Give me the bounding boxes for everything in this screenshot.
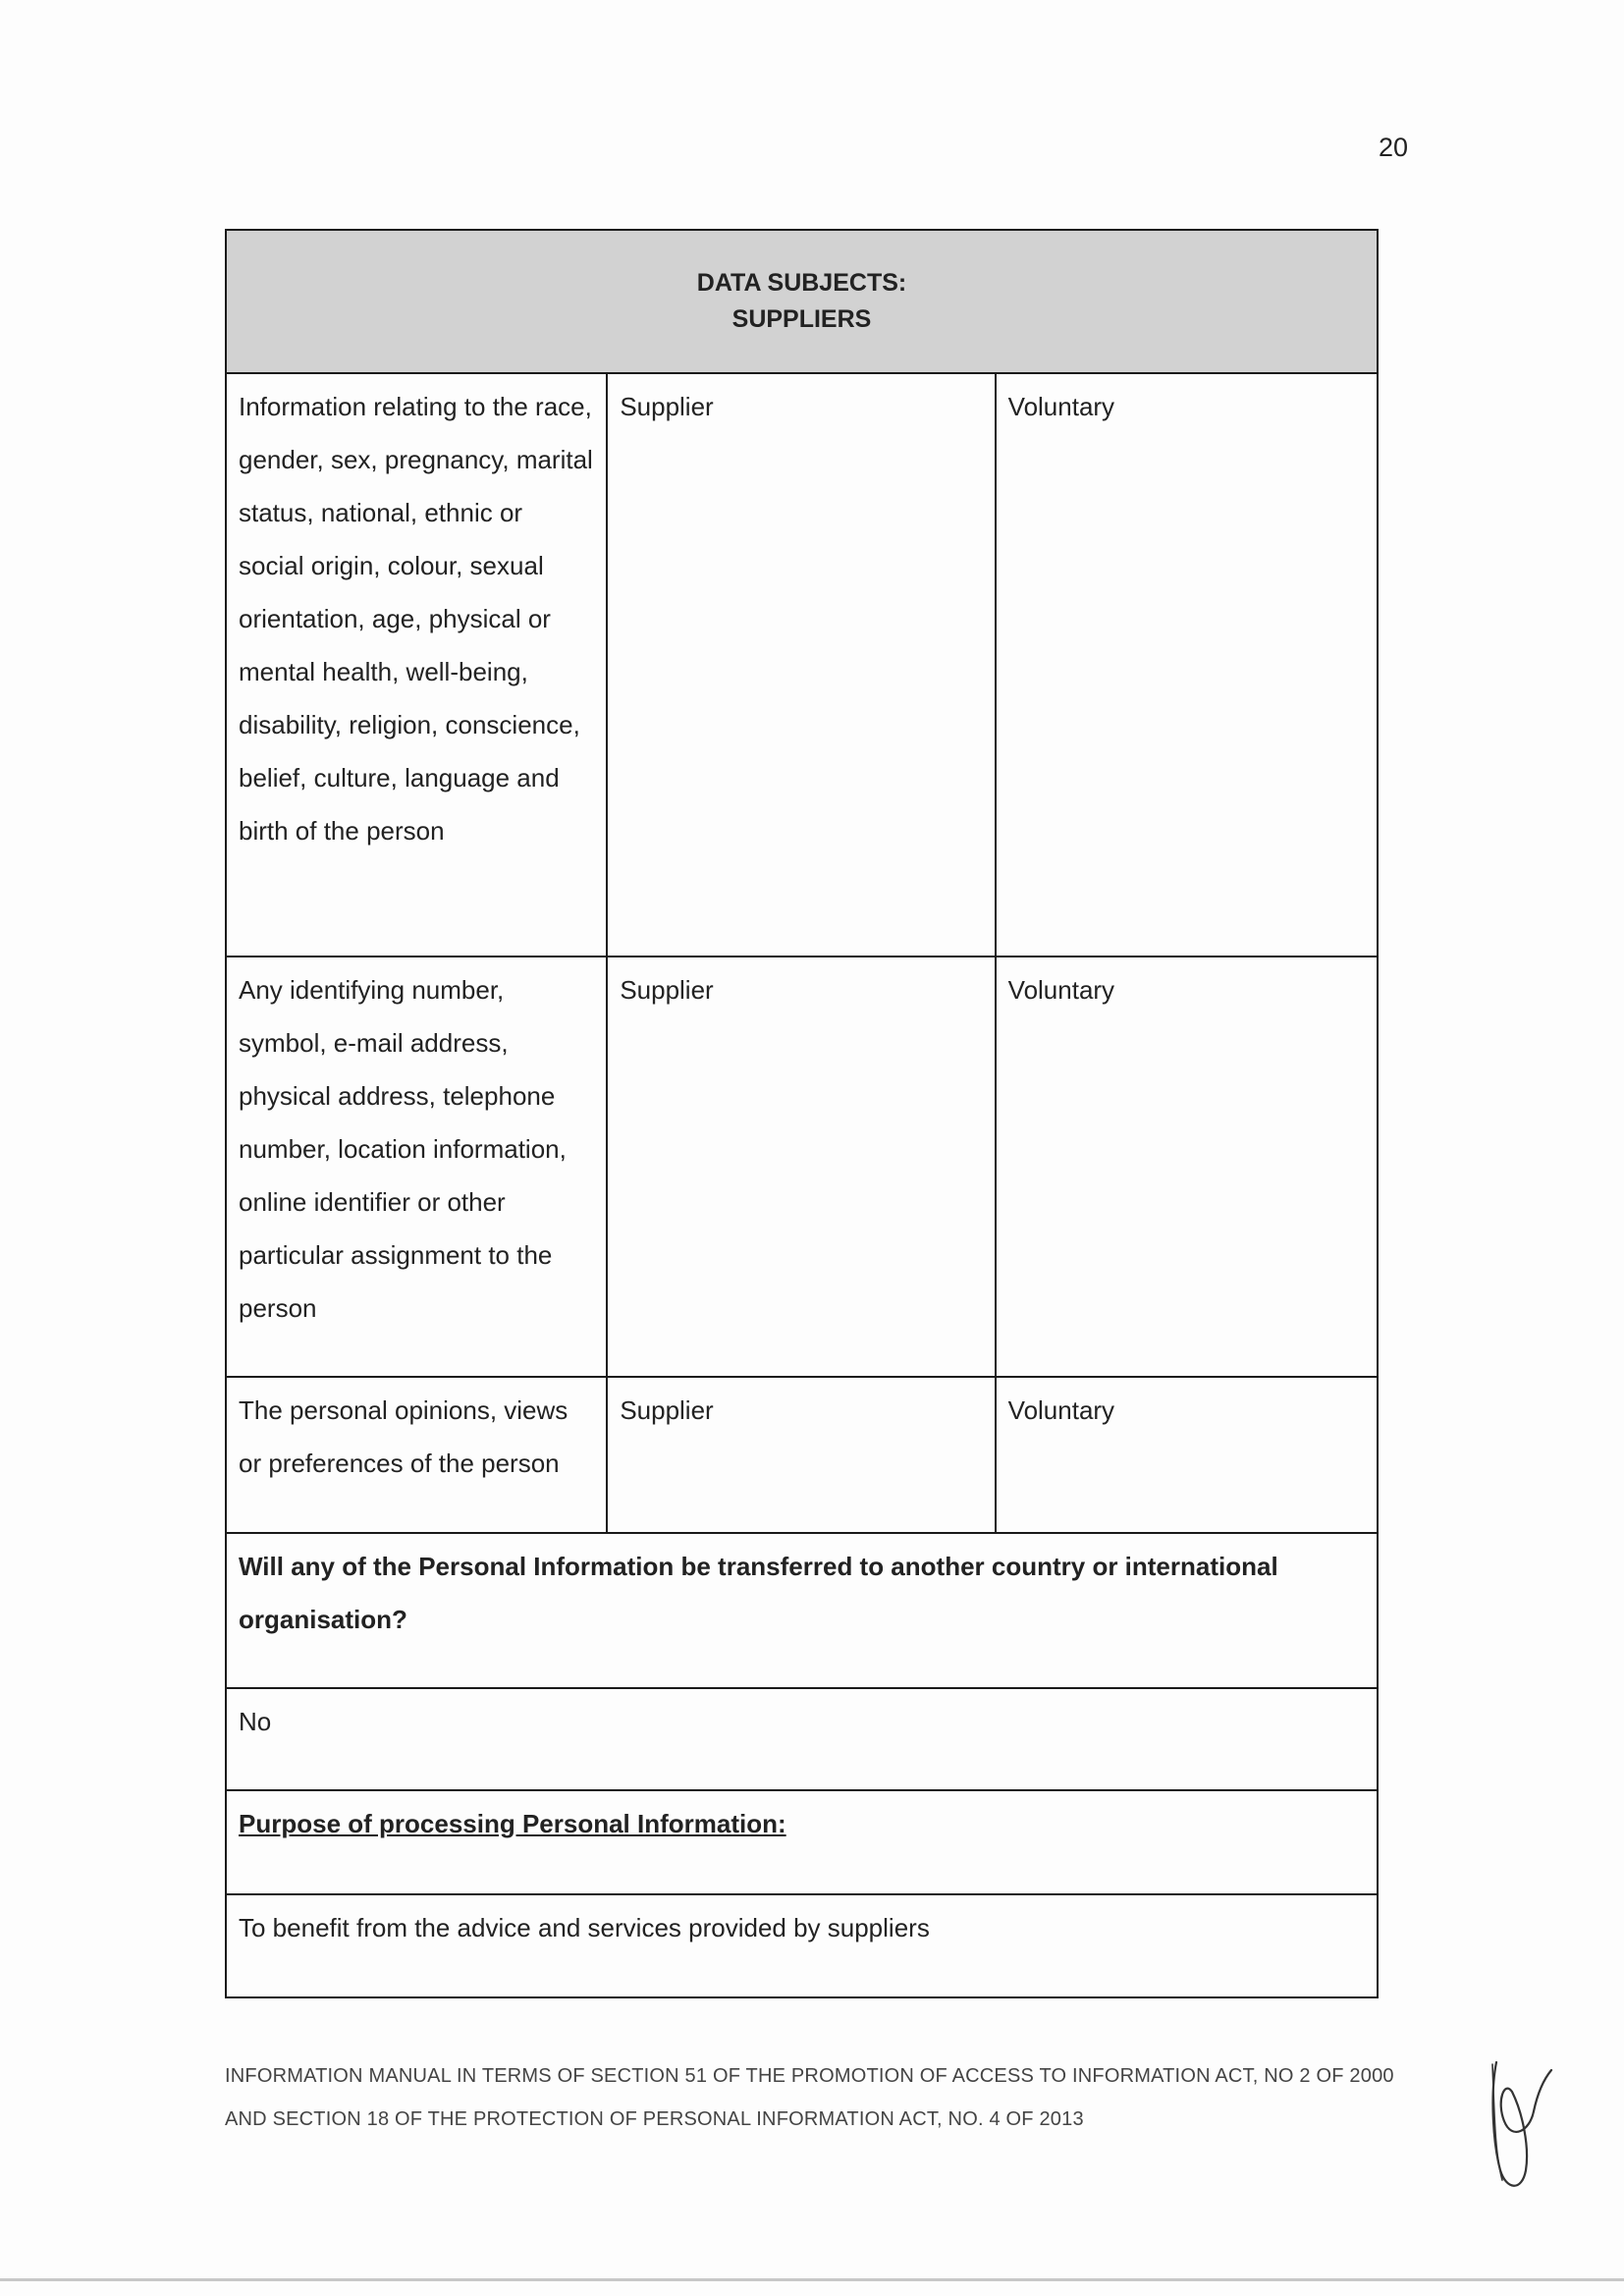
initials-signature	[1483, 2052, 1561, 2200]
transfer-question: Will any of the Personal Information be transferred to another country or international organisation?	[239, 1552, 1278, 1634]
footer-line-2: AND SECTION 18 OF THE PROTECTION OF PERSONAL INFORMATION ACT, NO. 4 OF 2013	[225, 2108, 1084, 2130]
table-header-row	[226, 230, 1378, 373]
source-text: Supplier	[620, 1395, 714, 1425]
footer-line-1: INFORMATION MANUAL IN TERMS OF SECTION 51 OF THE PROMOTION OF ACCESS TO INFORMATION ACT, NO 2 OF 2000	[225, 2065, 1394, 2087]
purpose-heading: Purpose of processing Personal Information:	[239, 1809, 786, 1838]
nature-cell	[996, 957, 1378, 1377]
table-row	[226, 1377, 1378, 1533]
source-text: Supplier	[620, 392, 714, 421]
source-cell	[607, 373, 995, 957]
category-text: Any identifying number, symbol, e-mail address, physical address, telephone number, location information, online identifier or other particular assignment to the person	[239, 975, 567, 1323]
purpose-text: To benefit from the advice and services provided by suppliers	[239, 1913, 930, 1942]
category-text: The personal opinions, views or preferences of the person	[239, 1395, 568, 1478]
nature-cell	[996, 373, 1378, 957]
purpose-text-cell	[226, 1894, 1378, 1997]
purpose-text-row	[226, 1894, 1378, 1997]
transfer-answer-row	[226, 1688, 1378, 1790]
category-cell	[226, 373, 607, 957]
nature-text: Voluntary	[1007, 975, 1115, 1005]
nature-text: Voluntary	[1007, 1395, 1115, 1425]
category-cell	[226, 1377, 607, 1533]
header-subtitle: SUPPLIERS	[731, 305, 872, 333]
transfer-question-cell	[226, 1533, 1378, 1688]
transfer-answer: No	[239, 1707, 272, 1736]
page-footer	[225, 2054, 1394, 2141]
scan-edge	[0, 2278, 1624, 2281]
header-title: DATA SUBJECTS:	[696, 269, 907, 297]
category-text: Information relating to the race, gender, sex, pregnancy, marital status, national, ethnic or social origin, colour, sexual orientation, age, physical or mental health, well-being, disability, religion, conscience, belief, culture, language and birth of the person	[239, 392, 593, 846]
source-cell	[607, 1377, 995, 1533]
nature-text: Voluntary	[1007, 392, 1115, 421]
category-cell	[226, 957, 607, 1377]
source-text: Supplier	[620, 975, 714, 1005]
table-header	[226, 230, 1378, 373]
purpose-heading-cell	[226, 1790, 1378, 1894]
transfer-answer-cell	[226, 1688, 1378, 1790]
table-row	[226, 957, 1378, 1377]
page-number: 20	[1379, 133, 1409, 162]
data-subjects-table	[225, 229, 1379, 1998]
transfer-question-row	[226, 1533, 1378, 1688]
source-cell	[607, 957, 995, 1377]
nature-cell	[996, 1377, 1378, 1533]
table-row	[226, 373, 1378, 957]
purpose-heading-row	[226, 1790, 1378, 1894]
